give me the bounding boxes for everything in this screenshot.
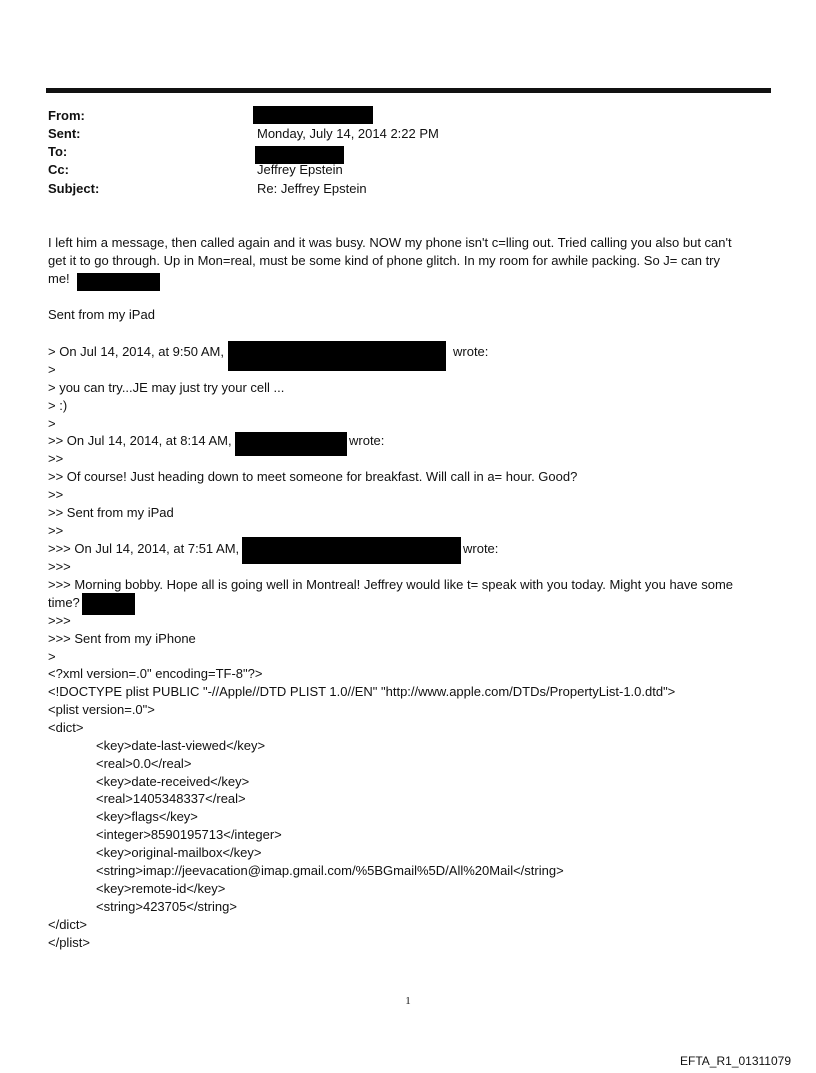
- to-label: To:: [48, 144, 68, 159]
- quote-line: >> Of course! Just heading down to meet someone for breakfast. Will call in a= hour. Good?: [48, 469, 578, 484]
- quote-line: >: [48, 362, 56, 377]
- quote-line: time?: [48, 595, 80, 610]
- quote-wrote: wrote:: [463, 541, 499, 556]
- cc-label: Cc:: [48, 162, 69, 177]
- plist-line: <integer>8590195713</integer>: [96, 827, 282, 842]
- plist-line: <string>423705</string>: [96, 899, 237, 914]
- plist-line: <key>date-received</key>: [96, 774, 250, 789]
- plist-line: <string>imap://jeevacation@imap.gmail.com/%5BGmail%5D/All%20Mail</string>: [96, 863, 564, 878]
- redacted-from: [253, 106, 373, 124]
- redacted-name: [77, 273, 160, 291]
- quote-header: >> On Jul 14, 2014, at 8:14 AM,: [48, 433, 232, 448]
- plist-line: <plist version=.0">: [48, 702, 155, 717]
- quote-wrote: wrote:: [349, 433, 385, 448]
- redacted-sender: [242, 537, 461, 564]
- quote-wrote: wrote:: [453, 344, 489, 359]
- body-line: me!: [48, 271, 70, 286]
- body-line: get it to go through. Up in Mon=real, must be some kind of phone glitch. In my room for awhile packing. So J= can try: [48, 253, 721, 268]
- quote-line: >>> Sent from my iPhone: [48, 631, 196, 646]
- plist-line: <?xml version=.0" encoding=TF-8"?>: [48, 666, 263, 681]
- plist-line: <key>flags</key>: [96, 809, 198, 824]
- plist-line: <real>0.0</real>: [96, 756, 192, 771]
- subject-value: Re: Jeffrey Epstein: [257, 181, 367, 196]
- page-number: 1: [405, 995, 411, 1007]
- subject-label: Subject:: [48, 181, 100, 196]
- quote-line: >>: [48, 451, 64, 466]
- sent-value: Monday, July 14, 2014 2:22 PM: [257, 126, 439, 141]
- quote-header: >>> On Jul 14, 2014, at 7:51 AM,: [48, 541, 240, 556]
- from-label: From:: [48, 108, 85, 123]
- redacted-sender: [235, 432, 347, 456]
- document-id: EFTA_R1_01311079: [680, 1054, 791, 1068]
- quote-line: >> Sent from my iPad: [48, 505, 174, 520]
- quote-header: > On Jul 14, 2014, at 9:50 AM,: [48, 344, 224, 359]
- header-rule: [46, 88, 771, 93]
- quote-line: >>>: [48, 559, 71, 574]
- cc-value: Jeffrey Epstein: [257, 162, 343, 177]
- redacted-text: [82, 593, 135, 615]
- plist-line: <!DOCTYPE plist PUBLIC "-//Apple//DTD PLIST 1.0//EN" "http://www.apple.com/DTDs/PropertyList-1.0.dtd">: [48, 684, 676, 699]
- quote-line: >>>: [48, 613, 71, 628]
- plist-line: <key>remote-id</key>: [96, 881, 226, 896]
- plist-line: <key>date-last-viewed</key>: [96, 738, 266, 753]
- redacted-sender: [228, 341, 446, 371]
- quote-line: >>: [48, 523, 64, 538]
- signature: Sent from my iPad: [48, 307, 155, 322]
- quote-line: > you can try...JE may just try your cell ...: [48, 380, 285, 395]
- plist-line: </plist>: [48, 935, 90, 950]
- plist-line: </dict>: [48, 917, 88, 932]
- quote-line: >: [48, 416, 56, 431]
- plist-line: <real>1405348337</real>: [96, 791, 246, 806]
- plist-line: <dict>: [48, 720, 84, 735]
- plist-line: <key>original-mailbox</key>: [96, 845, 262, 860]
- sent-label: Sent:: [48, 126, 81, 141]
- quote-line: >>: [48, 487, 64, 502]
- quote-line: > :): [48, 398, 68, 413]
- body-line: I left him a message, then called again and it was busy. NOW my phone isn't c=lling out. Tried calling you also but can't: [48, 235, 732, 250]
- quote-line: >: [48, 649, 56, 664]
- quote-line: >>> Morning bobby. Hope all is going well in Montreal! Jeffrey would like t= speak with you today. Might you have some: [48, 577, 734, 592]
